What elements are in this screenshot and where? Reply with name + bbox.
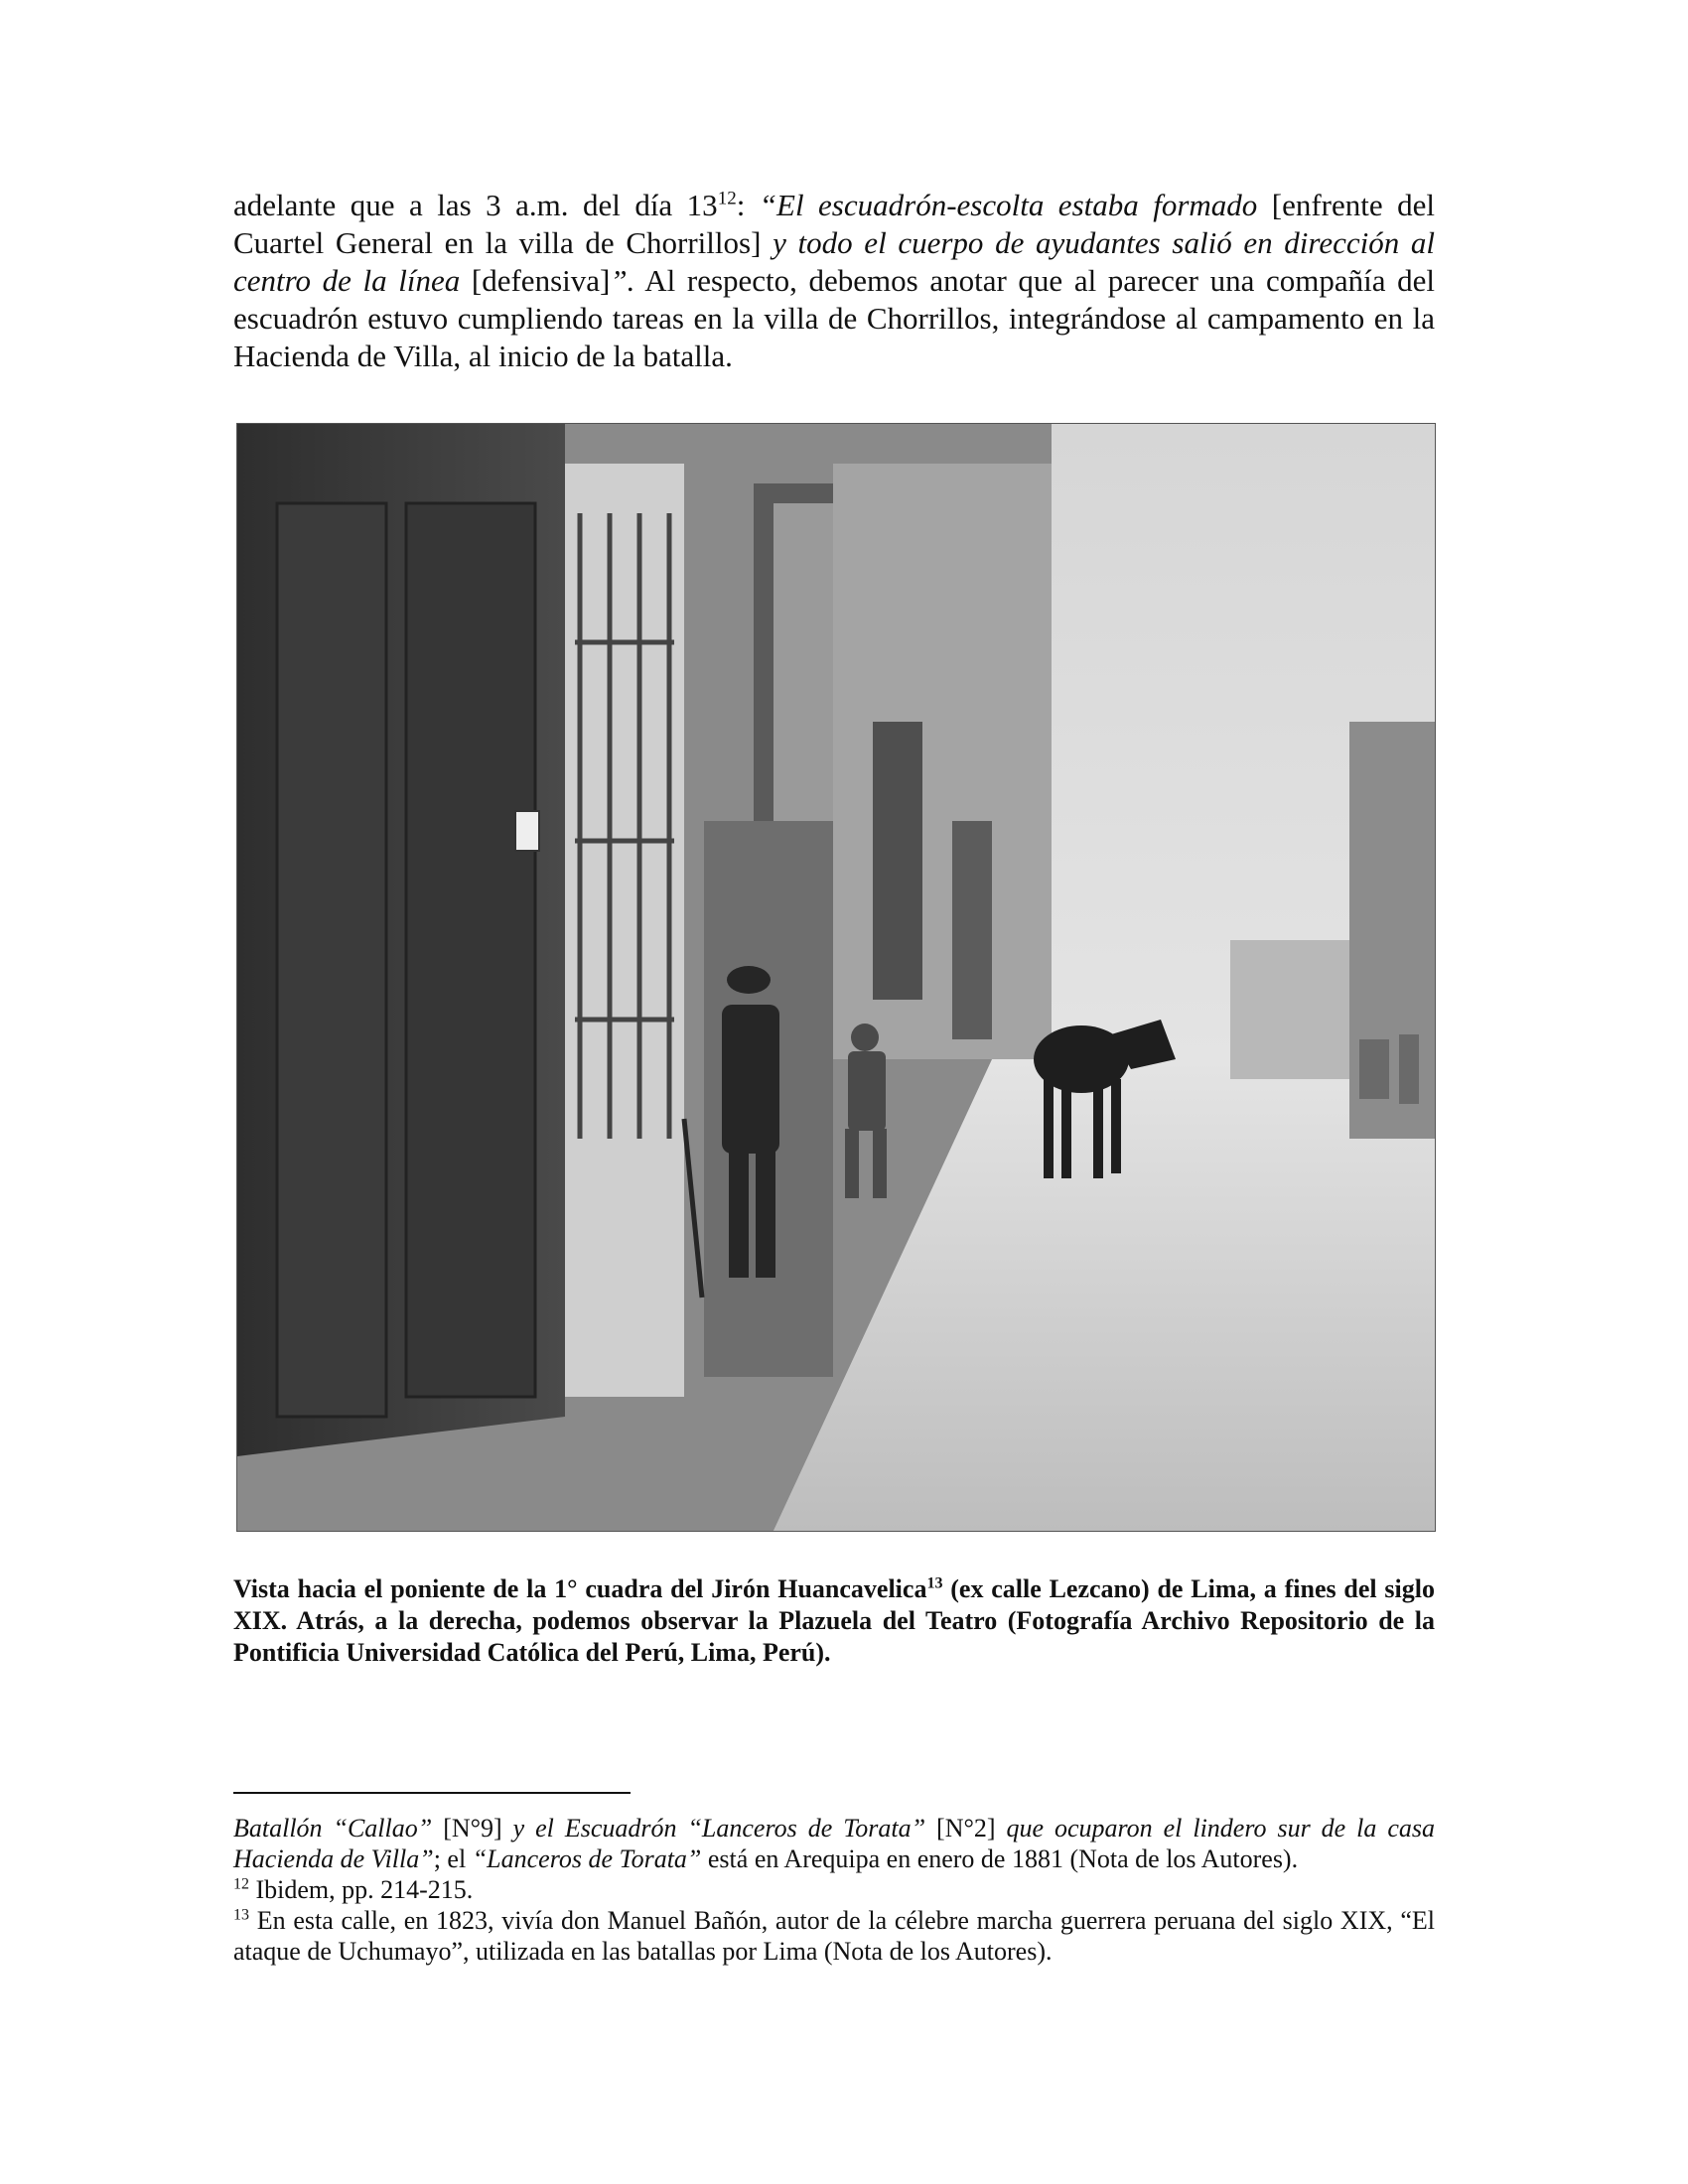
footnote-ref-12[interactable]: 12 (717, 188, 737, 209)
footnote-12 (233, 1874, 1435, 1905)
paragraph-text: [defensiva] (460, 263, 611, 298)
quote-italic: “El escuadrón-escolta estaba formado (759, 188, 1258, 222)
footnote-ref-13[interactable]: 13 (926, 1574, 943, 1592)
footnote-text: Batallón “Callao” (233, 1814, 433, 1843)
footnote-text: que ocuparon el lindero sur de la casa Hacienda de Villa” (233, 1814, 1435, 1873)
footnote-number: 12 (233, 1875, 249, 1893)
footnote-text: está en Arequipa en enero de 1881 (Nota de los Autores). (701, 1844, 1299, 1873)
footnote-text: [N°9] (432, 1814, 513, 1843)
figure-caption (233, 1573, 1435, 1669)
quote-italic: y todo el cuerpo de ayudantes salió en dirección al centro de la línea (233, 225, 1435, 298)
quote-italic: ”. (610, 263, 635, 298)
paragraph-text: : (736, 188, 760, 222)
historical-street-photo (236, 423, 1436, 1532)
footnote-continued (233, 1813, 1435, 1874)
footnotes (233, 1813, 1435, 1967)
footnote-number: 13 (233, 1906, 249, 1924)
footnote-13 (233, 1905, 1435, 1967)
footnote-text: [N°2] (925, 1814, 1007, 1843)
footnote-text: y el Escuadrón “Lanceros de Torata” (512, 1814, 926, 1843)
footnote-separator (233, 1792, 631, 1794)
footnote-text: Ibidem, pp. 214-215. (249, 1875, 474, 1904)
paragraph-text: Al respecto, debemos anotar que al parecer una compañía del escuadrón estuvo cumpliendo tareas en la villa de Chorrillos, integrándose al campamento en la Hacienda de Villa, al inicio de la batalla. (233, 263, 1435, 373)
body-paragraph (233, 187, 1435, 375)
paragraph-text: adelante que a las 3 a.m. del día 13 (233, 188, 718, 222)
footnote-text: En esta calle, en 1823, vivía don Manuel Bañón, autor de la célebre marcha guerrera peruana del siglo XIX, “El ataque de Uchumayo”, utilizada en las batallas por Lima (Nota de los Autores). (233, 1906, 1435, 1966)
caption-text: (ex calle Lezcano) de Lima, a fines del siglo XIX. Atrás, a la derecha, podemos observar la Plazuela del Teatro (Fotografía Archivo Repositorio de la Pontificia Universidad Católica del Perú, Lima, Perú). (233, 1574, 1435, 1667)
street-scene-illustration (237, 424, 1435, 1531)
footnote-text: ; el (433, 1844, 473, 1873)
caption-text: Vista hacia el poniente de la 1° cuadra del Jirón Huancavelica (233, 1574, 927, 1603)
document-page (233, 187, 1435, 375)
footnote-text: “Lanceros de Torata” (472, 1844, 702, 1873)
paragraph-text: [enfrente del Cuartel General en la villa de Chorrillos] (233, 188, 1435, 260)
